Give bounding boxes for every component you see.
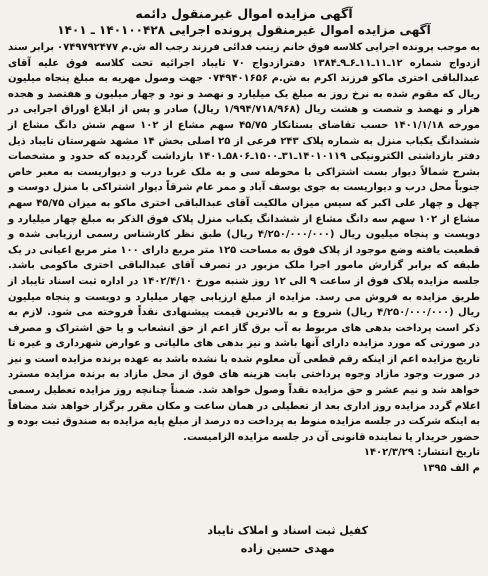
notice-body: به موجب پرونده اجرایی کلاسه فوق خانم زینب فدائی فرزند رجب اله ش.م ۰۷۴۹۷۹۲۴۷۷ برابر سند ازدواج شماره ۱۲ـ۱۱ـ۱۱ـ۶ـ۹ـ۱۳۸۴ دفترازدواج ۷۰ تایباد اجرائیه تحت کلاسه فوق علیه آقای عبدالباقی اختری ماکو فرزند اکرم به ش.م ۰۷۴۹۴۰۱۶۵۶ جهت وصول مهریه به مبلغ پنجاه میلیون ریال که مقوم شده به نرخ روز به مبلغ یک میلیارد و نهصد و نود و چهار میلیون و هفتصد و هجده هزار و نهصد و شصت و هشت ریال (۱/۹۹۴/۷۱۸/۹۶۸ ریال) صادر و پس از ابلاغ اوراق اجرایی در مورخه ۱۴۰۱/۱/۱۸ حسب تقاضای بستانکار ۴۵/۷۵ سهم مشاع از ۱۰۲ سهم شش دانگ مشاع از ششدانگ یکباب منزل به شماره پلاک ۲۴۳ فرعی از ۲۵ اصلی بخش ۱۴ مشهد شهرستان تایباد ذیل دفتر بازداشتی الکترونیکی ۱۴۰۱۰۱۱۹ـ۳۱ـ۱۵۰۰ـ۵۸۰۶ـ۱۴۰۱ بازداشت گردیده که حدود و مشخصات بشرح شمالاً دیوار بست اشتراکی با محوطه سی و به ملک غربا درب و دیواریست به معبر خاص جنوباً محل درب و دیواریست به جوی یوسف آباد و ممر عام شرقاً دیوار اشتراکی با منزل دوست و چهل و چهار علی اکبر که سیس میزان مالکیت آقای عبدالباقی اختری ماکو به میزان ۴۵/۷۵ سهم مشاع از ۱۰۲ سهم سه دانگ مشاع از ششدانگ یکباب منزل پلاک فوق الذکر به مبلغ چهار میلیارد و دویست و پنجاه میلیون ریال (۴/۲۵۰/۰۰۰/۰۰۰ ریال) طبق نظر کارشناس رسمی ارزیابی شده و قطعیت یافته وضع موجود از پلاک فوق به مساحت ۱۲۵ متر مربع دارای ۱۰۰ متر مربع اعیانی در یک طبقه که برابر گزارش مامور اجرا ملک مزبور در تصرف آقای عبدالباقی اختری ماکومی باشد. جلسه مزایده پلاک فوق از ساعت ۹ الی ۱۲ روز شنبه مورخ ۱۴۰۲/۴/۱۰ در اداره ثبت اسناد تایباد از طریق مزایده به فروش می رسد. مزایده از مبلغ ارزیابی چهار میلیارد و دویست و پنجاه میلیون ریال (۴/۲۵۰/۰۰۰/۰۰۰ ریال) شروع و به بالاترین قیمت پیشنهادی نقداً فروخته می شود. لازم به ذکر است پرداخت بدهی های مربوط به آب برق گاز اعم از حق انشعاب و یا حق اشتراک و مصرف در صورتی که مورد مزایده دارای آنها باشد و نیز بدهی های مالیاتی و عوارض شهرداری و غیره تا تاریخ مزایده اعم از اینکه رقم قطعی آن معلوم شده یا نشده باشد به عهده برنده مزایده است و نیز در صورت وجود مازاد وجوه پرداختی بابت هزینه های فوق از محل مازاد به برنده مزایده مسترد خواهد شد و نیم عشر و حق مزایده نقداً وصول خواهد شد. ضمناً چنانچه روز مزایده تعطیل رسمی اعلام گردد مزایده روز اداری بعد از تعطیلی در همان ساعت و مکان مقرر برگزار خواهد شد مضافاً به اینکه شرکت در جلسه مزایده منوط به پرداخت ده درصد از مبلغ پایه مزایده به صندوق ثبت بوده و حضور خریدار یا نماینده قانونی آن در جلسه مزایده الزامیست. (8, 42, 481, 443)
signer-name: مهدی حسین زاده (240, 542, 335, 555)
notice-footer (8, 445, 480, 476)
signature-block (207, 522, 368, 558)
signer-title: کفیل ثبت اسناد و املاک تایباد (207, 524, 368, 537)
publish-date: تاریخ انتشار: ۱۴۰۲/۳/۲۹ (363, 447, 480, 459)
notice-code: م الف ۱۳۹۵ (422, 463, 480, 475)
notice-title: آگهی مزایده اموال غیرمنقول دائمه (135, 6, 353, 21)
notice-subtitle: آگهی مزایده اموال غیرمنقول پرونده اجرایی ۱۴۰۱۰۰۴۲۸ ـ ۱۴۰۱ (57, 23, 431, 37)
